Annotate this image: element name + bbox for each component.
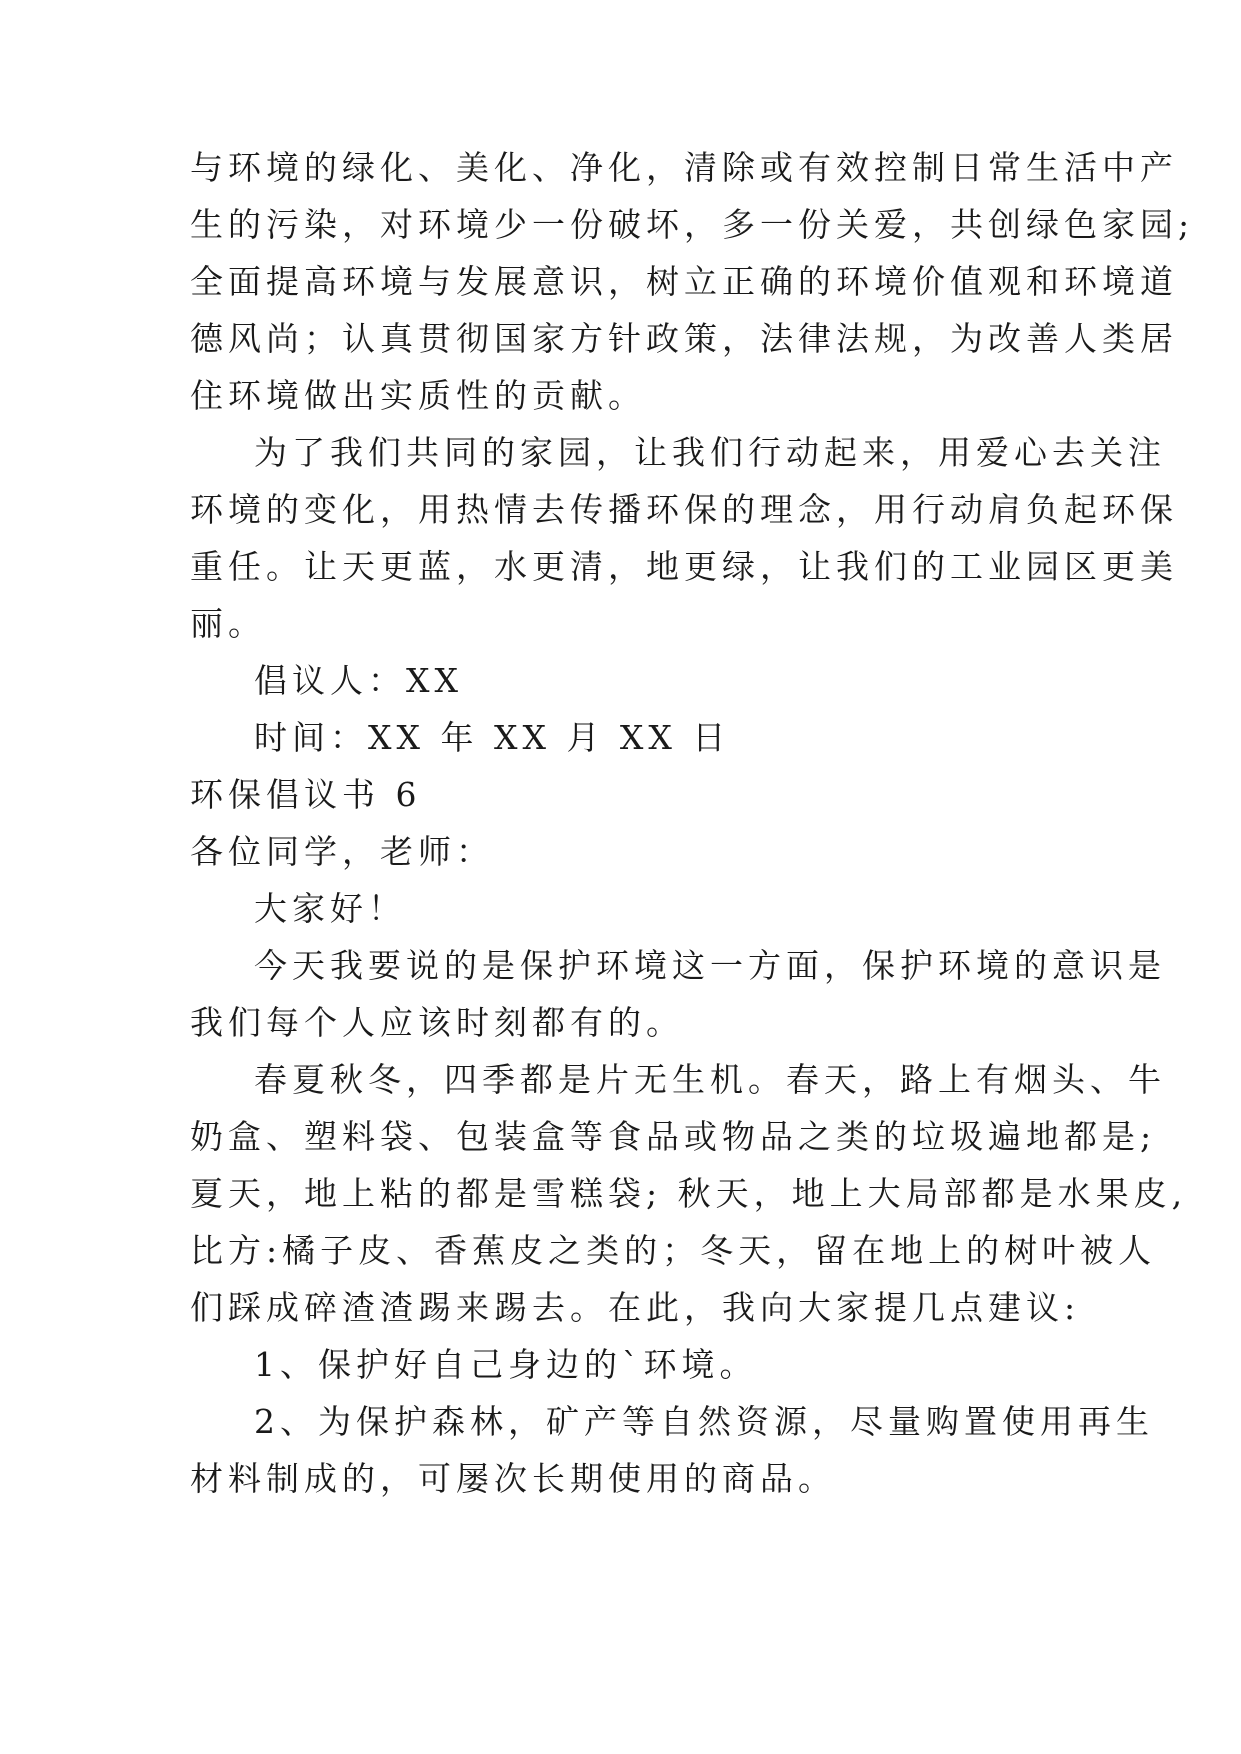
text-line: 我们每个人应该时刻都有的。 [190,1003,684,1042]
section-title: 环保倡议书 6 [190,775,422,814]
salutation-line: 各位同学，老师： [190,832,494,871]
text-line: 夏天，地上粘的都是雪糕袋; 秋天，地上大局部都是水果皮, [190,1174,1188,1213]
list-item-2: 2、为保护森林，矿产等自然资源，尽量购置使用再生 [254,1402,1154,1441]
text-line: 们踩成碎渣渣踢来踢去。在此，我向大家提几点建议: [190,1288,1081,1327]
paragraph-start-line: 今天我要说的是保护环境这一方面，保护环境的意识是 [254,946,1166,985]
greeting-line: 大家好！ [254,889,406,928]
paragraph-start-line: 为了我们共同的家园，让我们行动起来，用爱心去关注 [254,433,1166,472]
text-line: 比方:橘子皮、香蕉皮之类的；冬天，留在地上的树叶被人 [190,1231,1157,1270]
proposer-line: 倡议人：XX [254,661,463,700]
text-line: 德风尚；认真贯彻国家方针政策，法律法规，为改善人类居 [190,319,1178,358]
text-line: 丽。 [190,604,266,643]
text-line: 住环境做出实质性的贡献。 [190,376,646,415]
text-line: 全面提高环境与发展意识，树立正确的环境价值观和环境道 [190,262,1178,301]
paragraph-start-line: 春夏秋冬，四季都是片无生机。春天，路上有烟头、牛 [254,1060,1166,1099]
date-line: 时间：XX 年 XX 月 XX 日 [254,718,731,757]
text-line: 与环境的绿化、美化、净化，清除或有效控制日常生活中产 [190,148,1178,187]
text-line: 重任。让天更蓝，水更清，地更绿，让我们的工业园区更美 [190,547,1178,586]
text-line: 生的污染，对环境少一份破坏，多一份关爱，共创绿色家园; [190,205,1195,244]
text-line: 材料制成的，可屡次长期使用的商品。 [190,1459,836,1498]
list-item-1: 1、保护好自己身边的`环境。 [254,1345,758,1384]
text-line: 环境的变化，用热情去传播环保的理念，用行动肩负起环保 [190,490,1178,529]
text-line: 奶盒、塑料袋、包装盒等食品或物品之类的垃圾遍地都是; [190,1117,1157,1156]
